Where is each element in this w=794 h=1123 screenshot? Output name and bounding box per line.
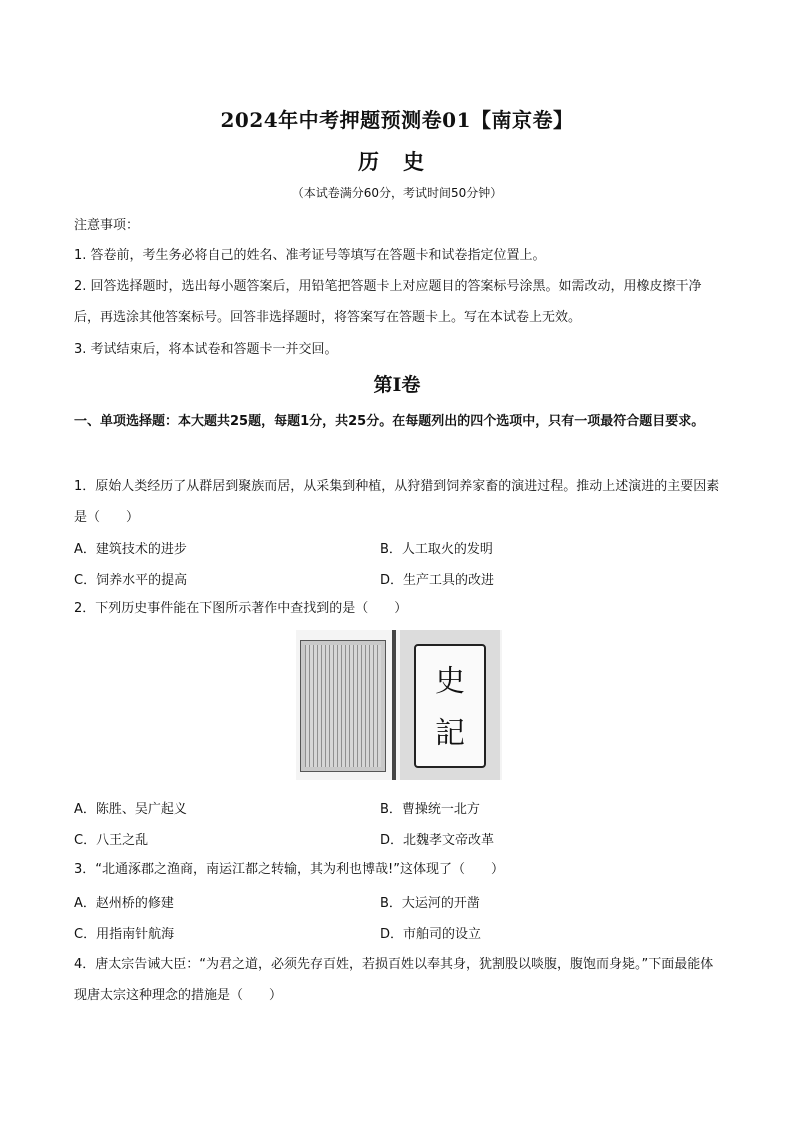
question-3-option-c: C．用指南针航海 <box>74 927 175 942</box>
shiji-book-image <box>296 630 502 780</box>
instructions-heading: 注意事项： <box>74 218 140 233</box>
book-title-label <box>414 644 486 768</box>
book-cover <box>400 630 500 780</box>
book-title-char-1: 史 <box>435 664 465 699</box>
question-3-option-d: D．市舶司的设立 <box>380 927 482 942</box>
subject-title: 历史 <box>358 149 448 174</box>
question-2-option-c: C．八王之乱 <box>74 833 149 848</box>
question-2-option-a: A．陈胜、吴广起义 <box>74 802 187 817</box>
exam-title: 2024年中考押题预测卷01【南京卷】 <box>220 108 574 132</box>
instruction-2: 2. 回答选择题时，选出每小题答案后，用铅笔把答题卡上对应题目的答案标号涂黑。如需改动，用橡皮擦干净后，再选涂其他答案标号。回答非选择题时，将答案写在答题卡上。写在本试卷上无效。 <box>74 279 702 325</box>
question-1-option-c: C．饲养水平的提高 <box>74 573 188 588</box>
section-title: 第Ⅰ卷 <box>373 374 421 396</box>
book-title-char-2: 記 <box>435 716 465 751</box>
question-2-option-b: B．曹操统一北方 <box>380 802 480 817</box>
question-1-stem: 1．原始人类经历了从群居到聚族而居，从采集到种植，从狩猎到饲养家畜的演进过程。推动上述演进的主要因素是（ ） <box>74 479 720 525</box>
question-1-option-a: A．建筑技术的进步 <box>74 542 187 557</box>
exam-note: （本试卷满分60分，考试时间50分钟） <box>291 186 503 200</box>
question-3-option-b: B．大运河的开凿 <box>380 896 480 911</box>
question-4-stem: 4．唐太宗告诫大臣：“为君之道，必须先存百姓，若损百姓以奉其身，犹割股以啖腹，腹饱而身毙。”下面最能体现唐太宗这种理念的措施是（ ） <box>74 957 714 1003</box>
question-2-stem: 2．下列历史事件能在下图所示著作中查找到的是（ ） <box>74 601 408 616</box>
section-intro: 一、单项选择题：本大题共25题，每题1分，共25分。在每题列出的四个选项中，只有一项最符合题目要求。 <box>74 414 705 429</box>
question-3-stem: 3．“北通涿郡之渔商，南运江都之转输，其为利也博哉!”这体现了（ ） <box>74 862 504 877</box>
instruction-1: 1. 答卷前，考生务必将自己的姓名、准考证号等填写在答题卡和试卷指定位置上。 <box>74 248 546 263</box>
instruction-3: 3. 考试结束后，将本试卷和答题卡一并交回。 <box>74 342 338 357</box>
question-2-option-d: D．北魏孝文帝改革 <box>380 833 495 848</box>
question-1-option-d: D．生产工具的改进 <box>380 573 495 588</box>
question-3-option-a: A．赵州桥的修建 <box>74 896 174 911</box>
book-spine <box>392 630 396 780</box>
question-1-option-b: B．人工取火的发明 <box>380 542 493 557</box>
book-text-page <box>300 640 386 772</box>
